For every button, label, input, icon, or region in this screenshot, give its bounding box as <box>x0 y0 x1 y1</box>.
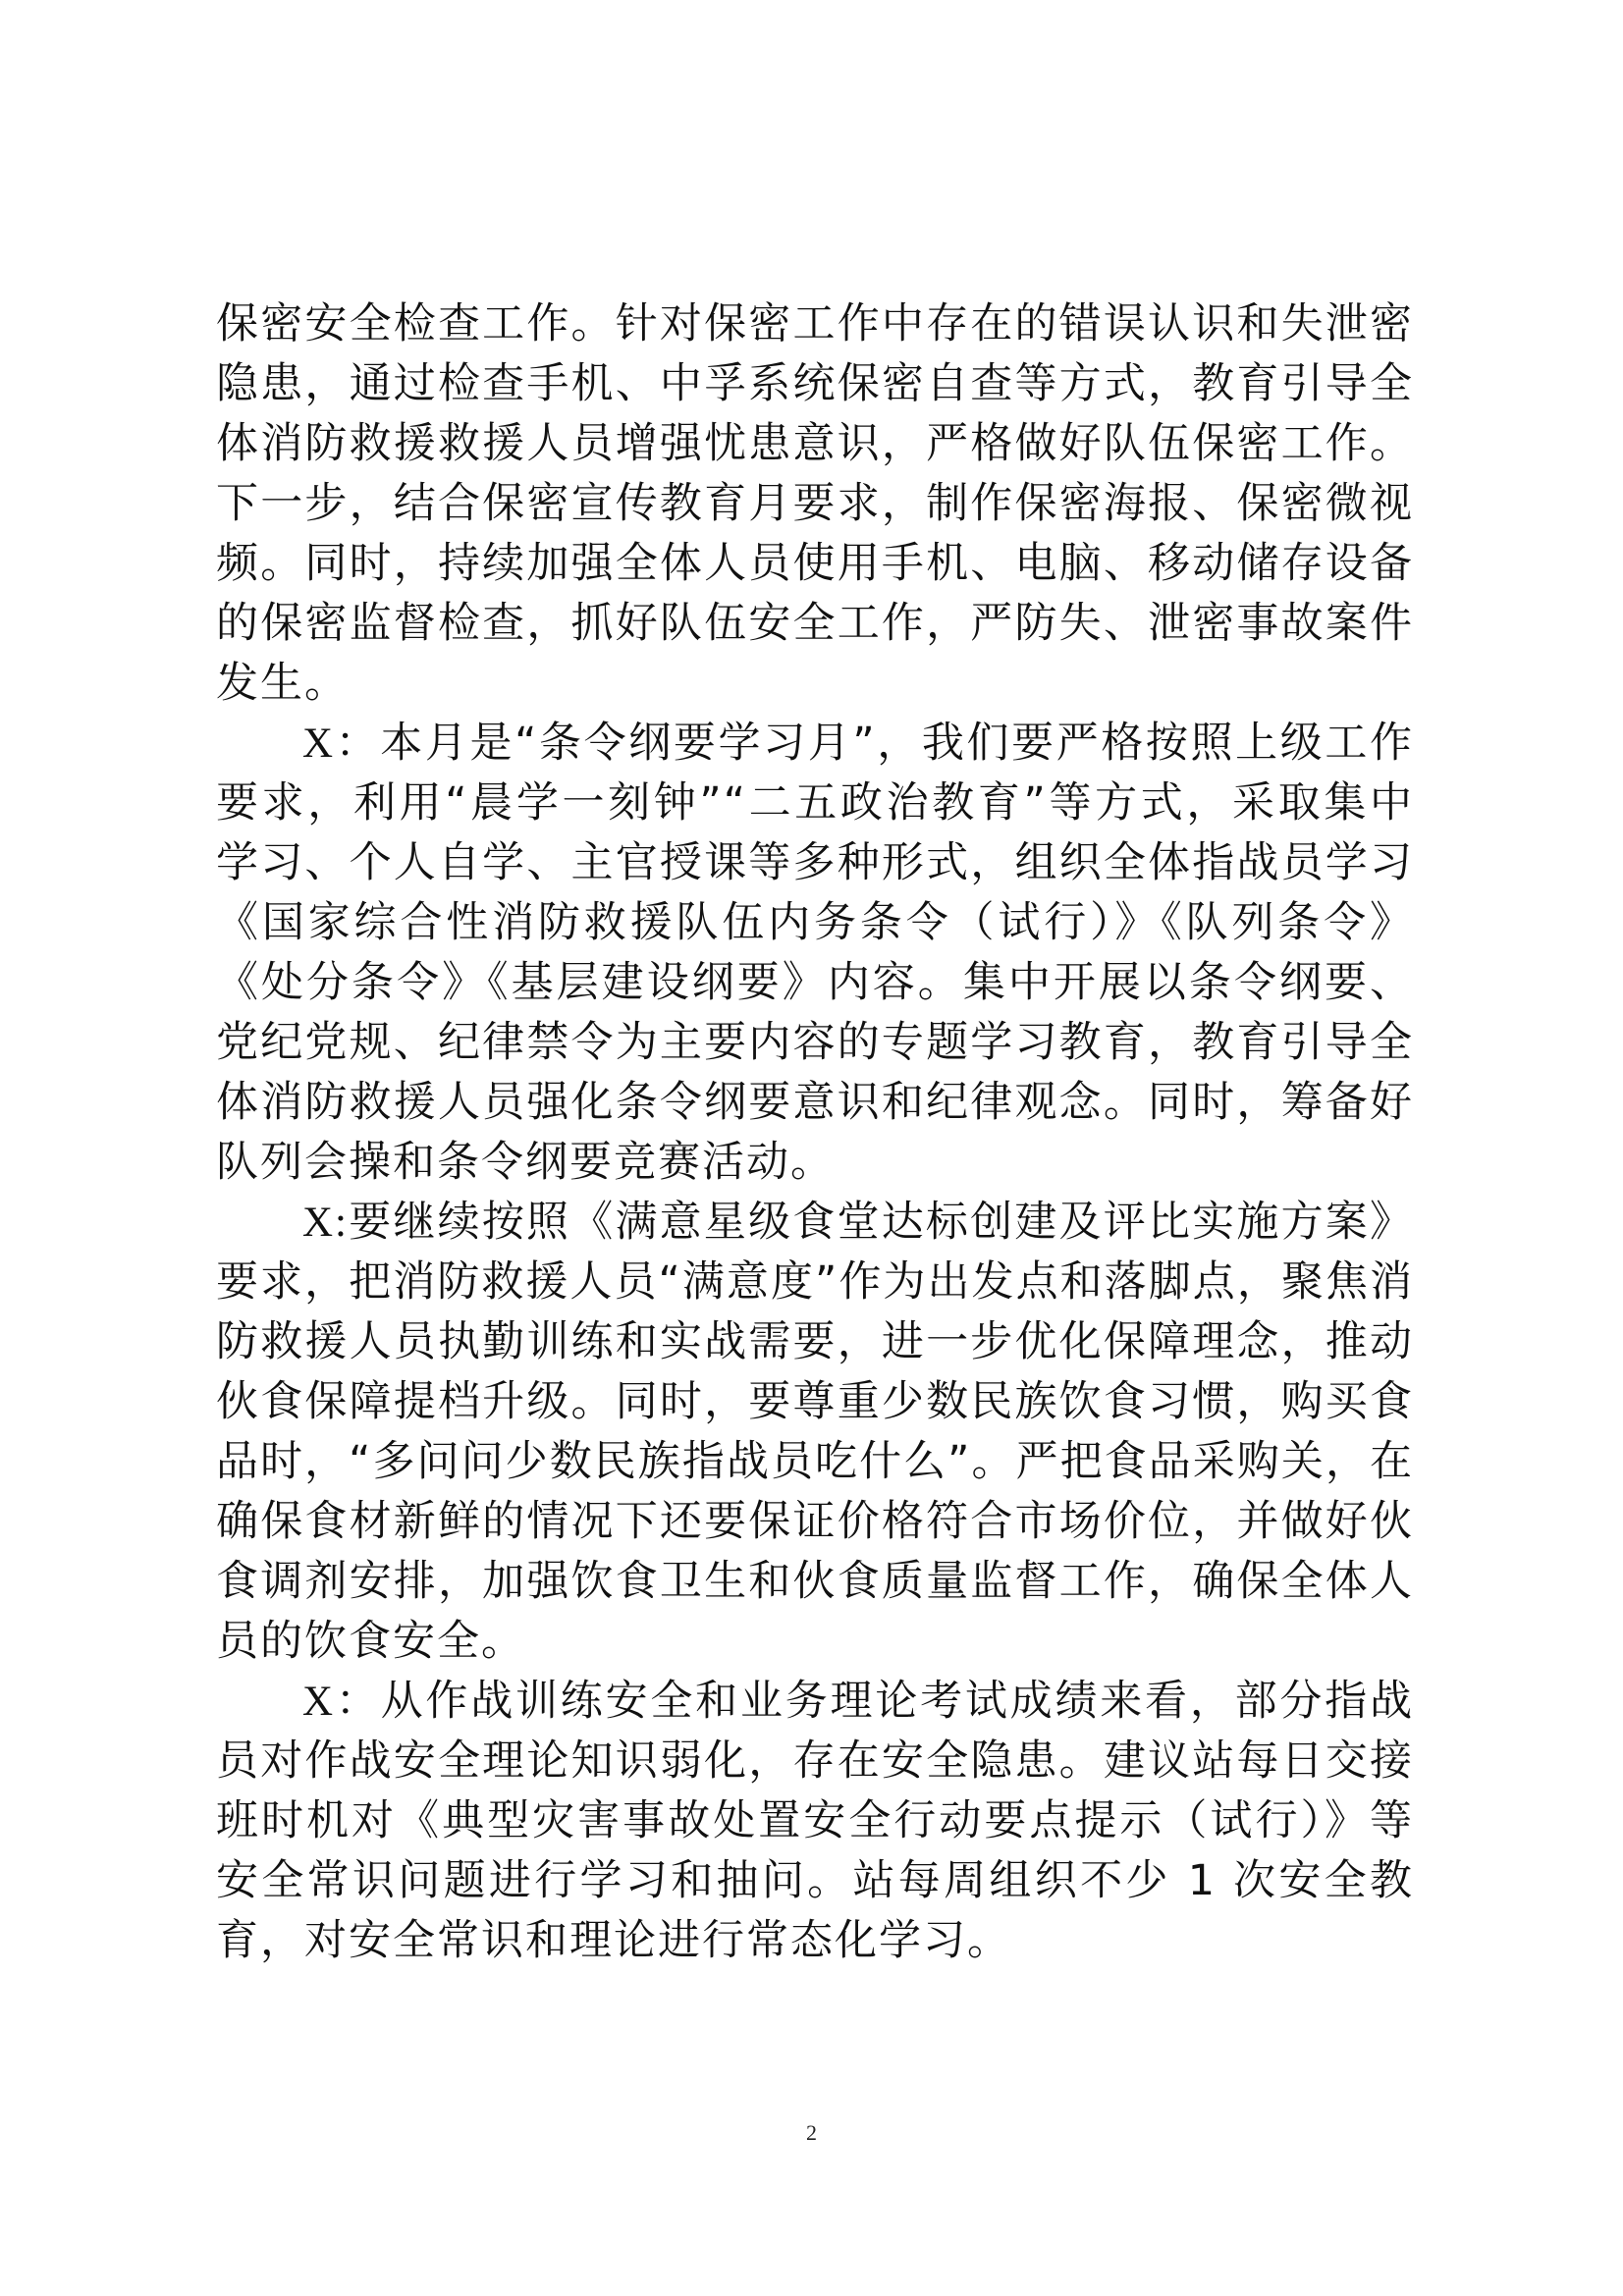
paragraph-text: 保密安全检查工作。针对保密工作中存在的错误认识和失泄密隐患，通过检查手机、中孚系统保密自查等方式，教育引导全体消防救援救援人员增强忧患意识，严格做好队伍保密工作。下一步，结合保密宣传教育月要求，制作保密海报、保密微视频。同时，持续加强全体人员使用手机、电脑、移动储存设备的保密监督检查，抓好队伍安全工作，严防失、泄密事故案件发生。 <box>216 299 1414 708</box>
paragraph-text: 本月是“条令纲要学习月”，我们要严格按照上级工作要求，利用“晨学一刻钟”“二五政治教育”等方式，采取集中学习、个人自学、主官授课等多种形式，组织全体指战员学习《国家综合性消防救援队伍内务条令（试行）》《队列条令》《处分条令》《基层建设纲要》内容。集中开展以条令纲要、党纪党规、纪律禁令为主要内容的专题学习教育，教育引导全体消防救援人员强化条令纲要意识和纪律观念。同时，筹备好队列会操和条令纲要竞赛活动。 <box>216 719 1414 1187</box>
document-body <box>216 294 1414 1971</box>
paragraph-text: 要继续按照《满意星级食堂达标创建及评比实施方案》要求，把消防救援人员“满意度”作为出发点和落脚点，聚焦消防救援人员执勤训练和实战需要，进一步优化保障理念，推动伙食保障提档升级。同时，要尊重少数民族饮食习惯，购买食品时，“多问问少数民族指战员吃什么”。严把食品采购关，在确保食材新鲜的情况下还要保证价格符合市场价位，并做好伙食调剂安排，加强饮食卫生和伙食质量监督工作，确保全体人员的饮食安全。 <box>216 1198 1414 1666</box>
paragraph-text: 从作战训练安全和业务理论考试成绩来看，部分指战员对作战安全理论知识弱化，存在安全隐患。建议站每日交接班时机对《典型灾害事故处置安全行动要点提示（试行）》等安全常识问题进行学习和抽问。站每周组织不少 1 次安全教育，对安全常识和理论进行常态化学习。 <box>216 1677 1414 1965</box>
speaker-label: X： <box>302 1679 381 1725</box>
page-number: 2 <box>806 2120 817 2145</box>
speaker-label: X： <box>302 721 381 767</box>
paragraph-x-safety <box>216 1672 1414 1971</box>
paragraph-x-regulations <box>216 714 1414 1193</box>
paragraph-x-canteen <box>216 1193 1414 1672</box>
speaker-label: X: <box>302 1200 349 1246</box>
paragraph-continuation <box>216 294 1414 714</box>
